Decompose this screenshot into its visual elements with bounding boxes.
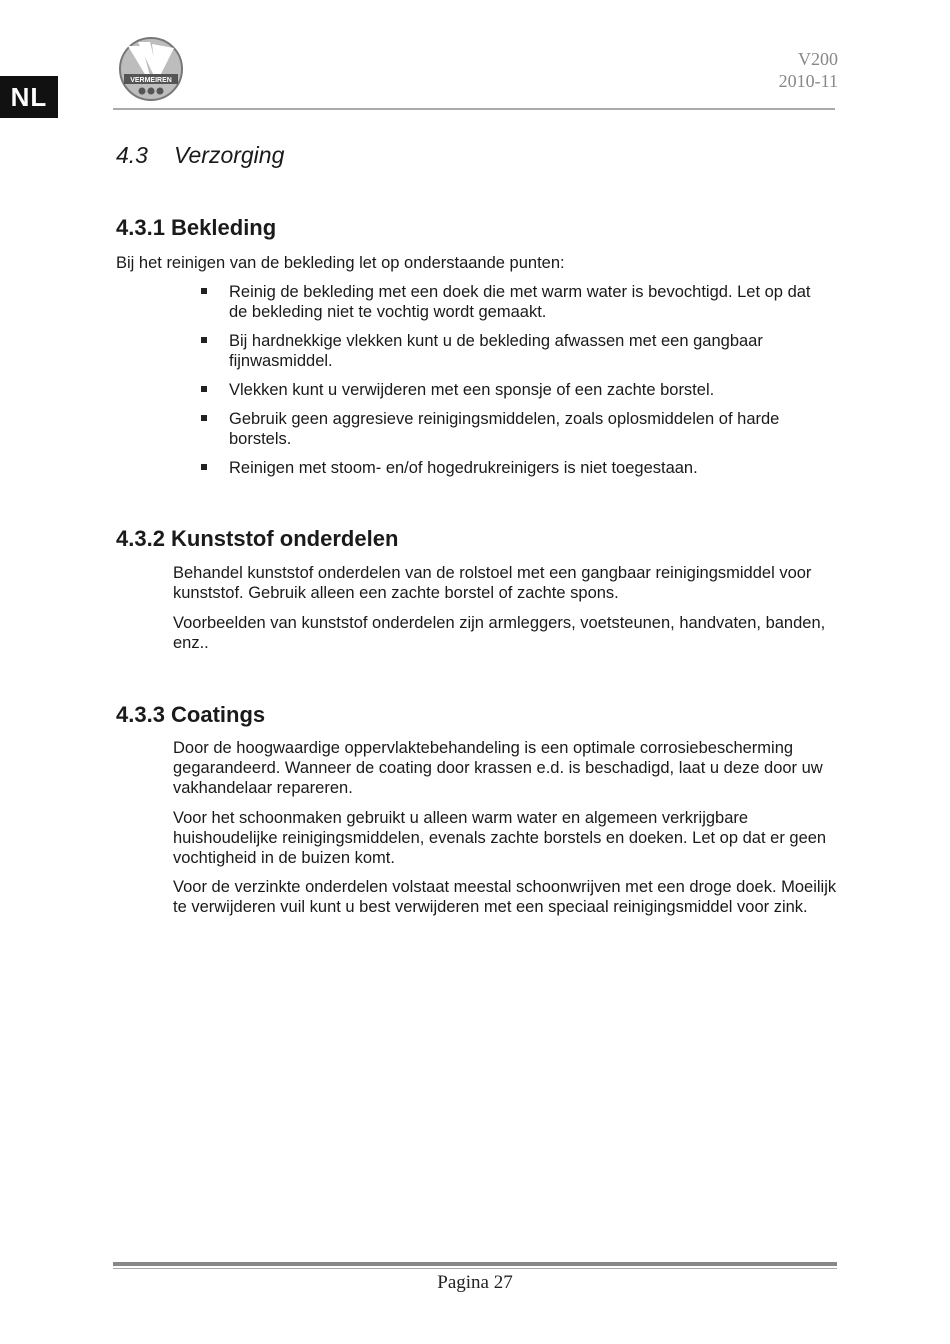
bekleding-intro: Bij het reinigen van de bekleding let op onderstaande punten: [116,254,565,272]
footer-divider-thin [113,1268,837,1269]
list-item-text: Vlekken kunt u verwijderen met een sponsje of een zachte borstel. [229,381,715,399]
coatings-paragraph-3: Voor de verzinkte onderdelen volstaat meestal schoonwrijven met een droge doek. Moeilijk te verwijderen vuil kunt u best verwijderen met een speciaal reinigingsmiddel voor zink. [173,878,837,916]
logo-text: VERMEIREN [130,77,172,84]
footer-divider [113,1262,837,1266]
list-item [200,409,830,449]
language-tab: NL [0,76,58,118]
coatings-paragraph-2: Voor het schoonmaken gebruikt u alleen warm water en algemeen verkrijgbare huishoudelijke reinigingsmiddelen, evenals zachte borstels en doeken. Let op dat er geen vochtigheid in de buizen komt. [173,809,827,867]
page-number: Pagina 27 [437,1272,513,1293]
subsection-heading-bekleding: 4.3.1 Bekleding [116,215,277,240]
bullet-square-icon [201,288,207,294]
list-item [200,282,830,322]
document-meta [779,48,838,92]
bullet-square-icon [201,337,207,343]
kunststof-paragraph-2: Voorbeelden van kunststof onderdelen zijn armleggers, voetsteunen, handvaten, banden, enz.. [173,614,826,652]
list-item-text: Gebruik geen aggresieve reinigingsmiddelen, zoals oplosmiddelen of harde borstels. [229,410,780,448]
section-heading [116,142,284,169]
list-item-text: Bij hardnekkige vlekken kunt u de bekleding afwassen met een gangbaar fijnwasmiddel. [229,332,763,370]
model-label: V200 [798,49,838,69]
list-item-text: Reinig de bekleding met een doek die met warm water is bevochtigd. Let op dat de bekleding niet te vochtig wordt gemaakt. [229,283,811,321]
list-item-text: Reinigen met stoom- en/of hogedrukreinigers is niet toegestaan. [229,459,698,477]
section-title: Verzorging [174,142,285,168]
subsection-heading-kunststof: 4.3.2 Kunststof onderdelen [116,526,399,551]
section-number: 4.3 [116,142,148,168]
bullet-square-icon [201,464,207,470]
list-item [200,458,830,478]
list-item [200,331,830,371]
subsection-heading-coatings: 4.3.3 Coatings [116,702,266,727]
bullet-square-icon [201,386,207,392]
coatings-paragraph-1: Door de hoogwaardige oppervlaktebehandeling is een optimale corrosiebescherming gegarandeerd. Wanneer de coating door krassen e.d. is beschadigd, laat u deze door uw vakhandelaar repareren. [173,739,823,797]
date-label: 2010-11 [778,71,838,91]
list-item [200,380,830,400]
bekleding-bullet-list [200,282,830,487]
vermeiren-logo [116,36,186,102]
header-divider [113,108,835,110]
kunststof-paragraph-1: Behandel kunststof onderdelen van de rolstoel met een gangbaar reinigingsmiddel voor kunststof. Gebruik alleen een zachte borstel of zachte spons. [173,564,812,602]
bullet-square-icon [201,415,207,421]
